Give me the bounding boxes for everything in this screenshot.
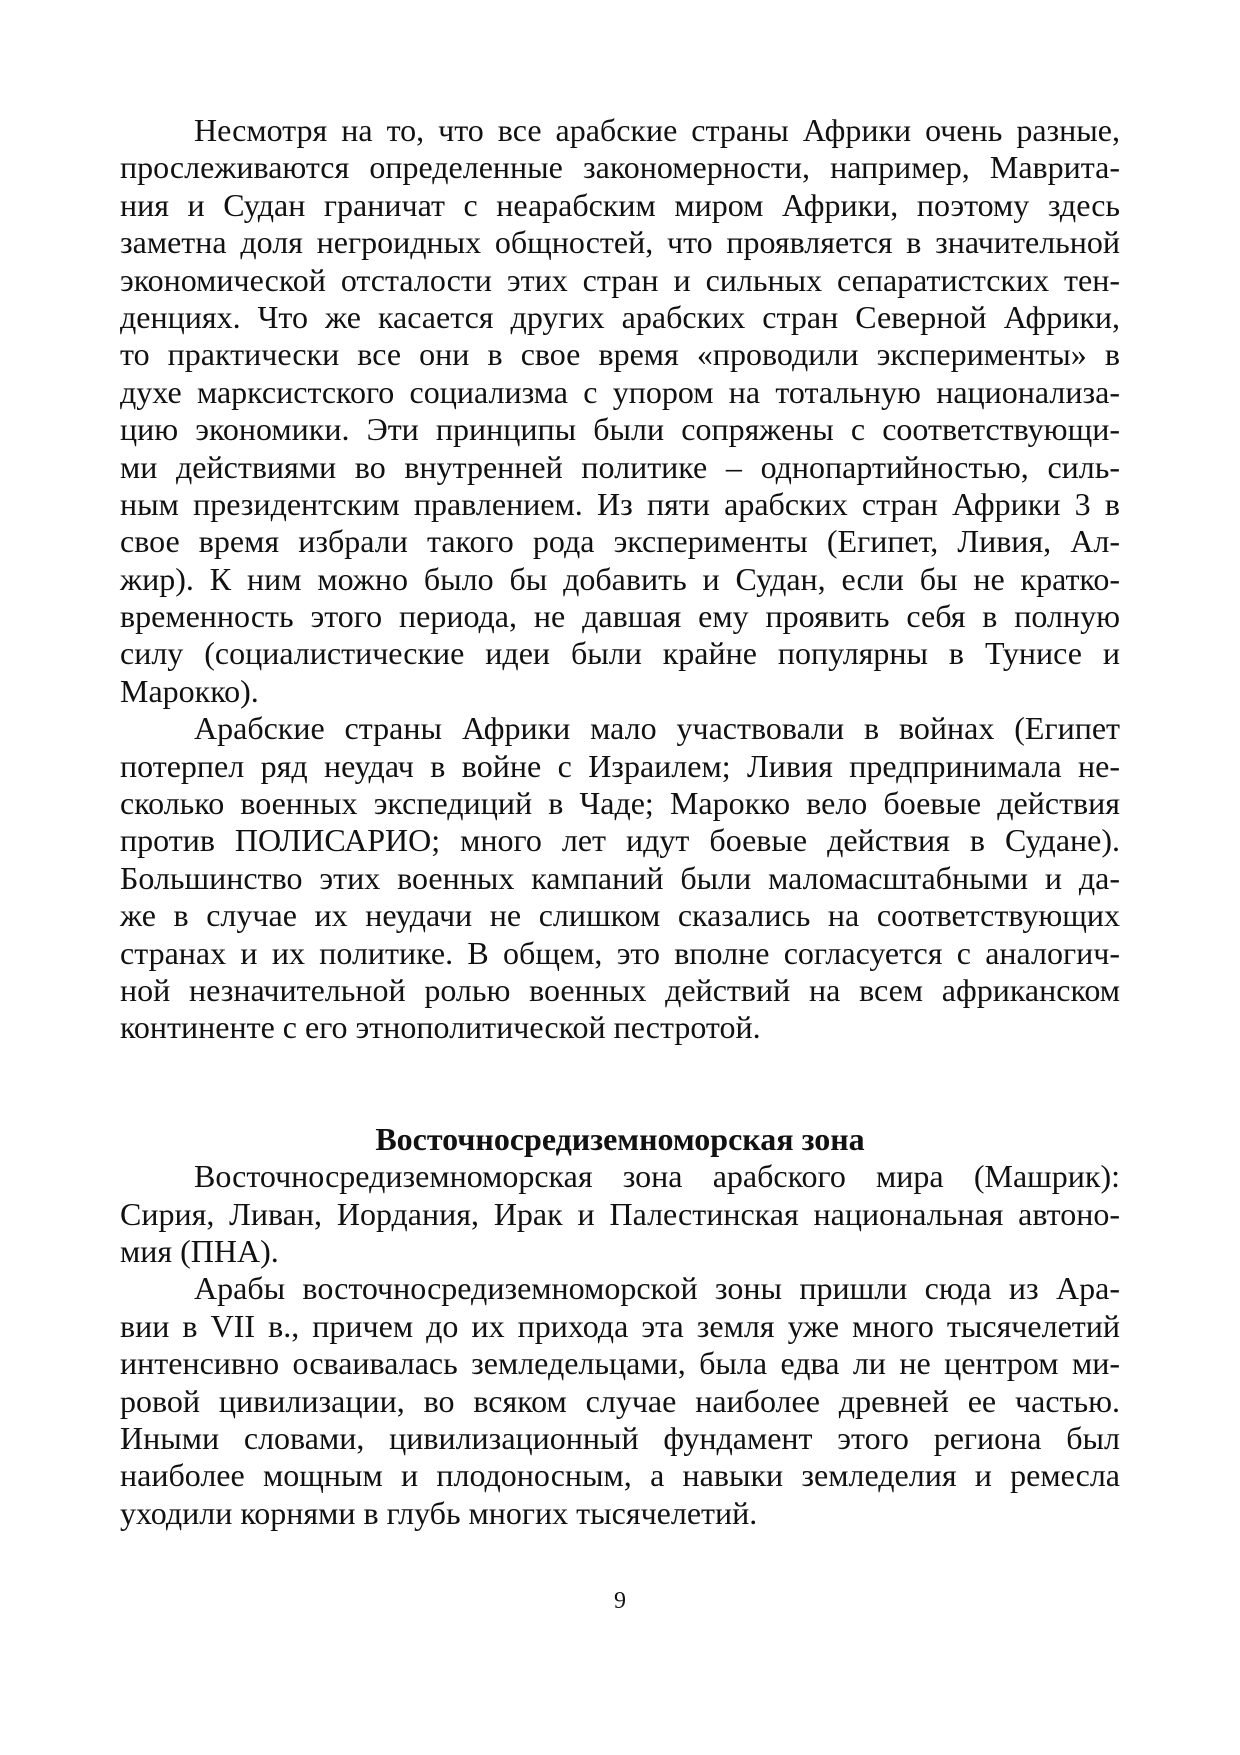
paragraph (120, 1270, 1120, 1532)
text-line: против ПОЛИСАРИО; много лет идут боевые действия в Судане). (120, 822, 1120, 859)
text-line: экономической отсталости этих стран и сильных сепаратистских тен- (120, 261, 1120, 298)
text-line: прослеживаются определенные закономерности, например, Маврита- (120, 149, 1120, 186)
text-line: временность этого периода, не давшая ему проявить себя в полную (120, 598, 1120, 635)
text-line: жир). К ним можно было бы добавить и Судан, если бы не кратко- (120, 560, 1120, 597)
text-line: ровой цивилизации, во всяком случае наиболее древней ее частью. (120, 1382, 1120, 1419)
text-line: странах и их политике. В общем, это вполне согласуется с аналогич- (120, 934, 1120, 971)
heading-spacer (120, 1047, 1120, 1121)
text-line: мия (ПНА). (120, 1232, 279, 1269)
text-line: Арабские страны Африки мало участвовали в войнах (Египет (194, 710, 1120, 747)
text-line: то практически все они в свое время «проводили эксперименты» в (120, 336, 1120, 373)
text-line: силу (социалистические идеи были крайне популярны в Тунисе и (120, 635, 1120, 672)
text-line: ным президентским правлением. Из пяти арабских стран Африки 3 в (120, 485, 1120, 522)
text-line: Сирия, Ливан, Иордания, Ирак и Палестинская национальная автоно- (120, 1195, 1120, 1232)
text-line: Восточносредиземноморская зона арабского мира (Машрик): (194, 1158, 1120, 1195)
text-line: вии в VII в., причем до их прихода эта земля уже много тысячелетий (120, 1307, 1120, 1344)
text-line: наиболее мощным и плодоносным, а навыки земледелия и ремесла (120, 1457, 1120, 1494)
text-line: Марокко). (120, 672, 259, 709)
text-line: уходили корнями в глубь многих тысячелетий. (120, 1494, 758, 1531)
text-line: духе марксистского социализма с упором на тотальную национализа- (120, 373, 1120, 410)
paragraph (120, 1158, 1120, 1270)
paragraph (120, 710, 1120, 1047)
text-line: ния и Судан граничат с неарабским миром Африки, поэтому здесь (120, 186, 1120, 223)
paragraphs-top (120, 112, 1120, 1047)
text-line: Иными словами, цивилизационный фундамент этого региона был (120, 1419, 1120, 1456)
paragraph (120, 112, 1120, 710)
text-line: цию экономики. Эти принципы были сопряжены с соответствующи- (120, 411, 1120, 448)
page-number: 9 (614, 1588, 626, 1614)
body-text (120, 112, 1120, 1532)
text-line: континенте с его этнополитической пестротой. (120, 1009, 761, 1046)
text-line: Арабы восточносредиземноморской зоны пришли сюда из Ара- (194, 1270, 1120, 1307)
text-line: ной незначительной ролью военных действий на всем африканском (120, 971, 1120, 1008)
text-line: заметна доля негроидных общностей, что проявляется в значительной (120, 224, 1120, 261)
text-line: потерпел ряд неудач в войне с Израилем; Ливия предпринимала не- (120, 747, 1120, 784)
text-line: Большинство этих военных кампаний были маломасштабными и да- (120, 859, 1120, 896)
text-line: же в случае их неудачи не слишком сказались на соответствующих (120, 897, 1120, 934)
paragraphs-bottom (120, 1158, 1120, 1532)
section-heading: Восточносредиземноморская зона (375, 1120, 865, 1157)
text-line: свое время избрали такого рода эксперименты (Египет, Ливия, Ал- (120, 523, 1120, 560)
text-line: сколько военных экспедиций в Чаде; Марокко вело боевые действия (120, 785, 1120, 822)
text-line: интенсивно осваивалась земледельцами, была едва ли не центром ми- (120, 1345, 1120, 1382)
text-line: ми действиями во внутренней политике – однопартийностью, силь- (120, 448, 1120, 485)
text-line: денциях. Что же касается других арабских стран Северной Африки, (120, 298, 1120, 335)
text-line: Несмотря на то, что все арабские страны Африки очень разные, (194, 112, 1120, 148)
